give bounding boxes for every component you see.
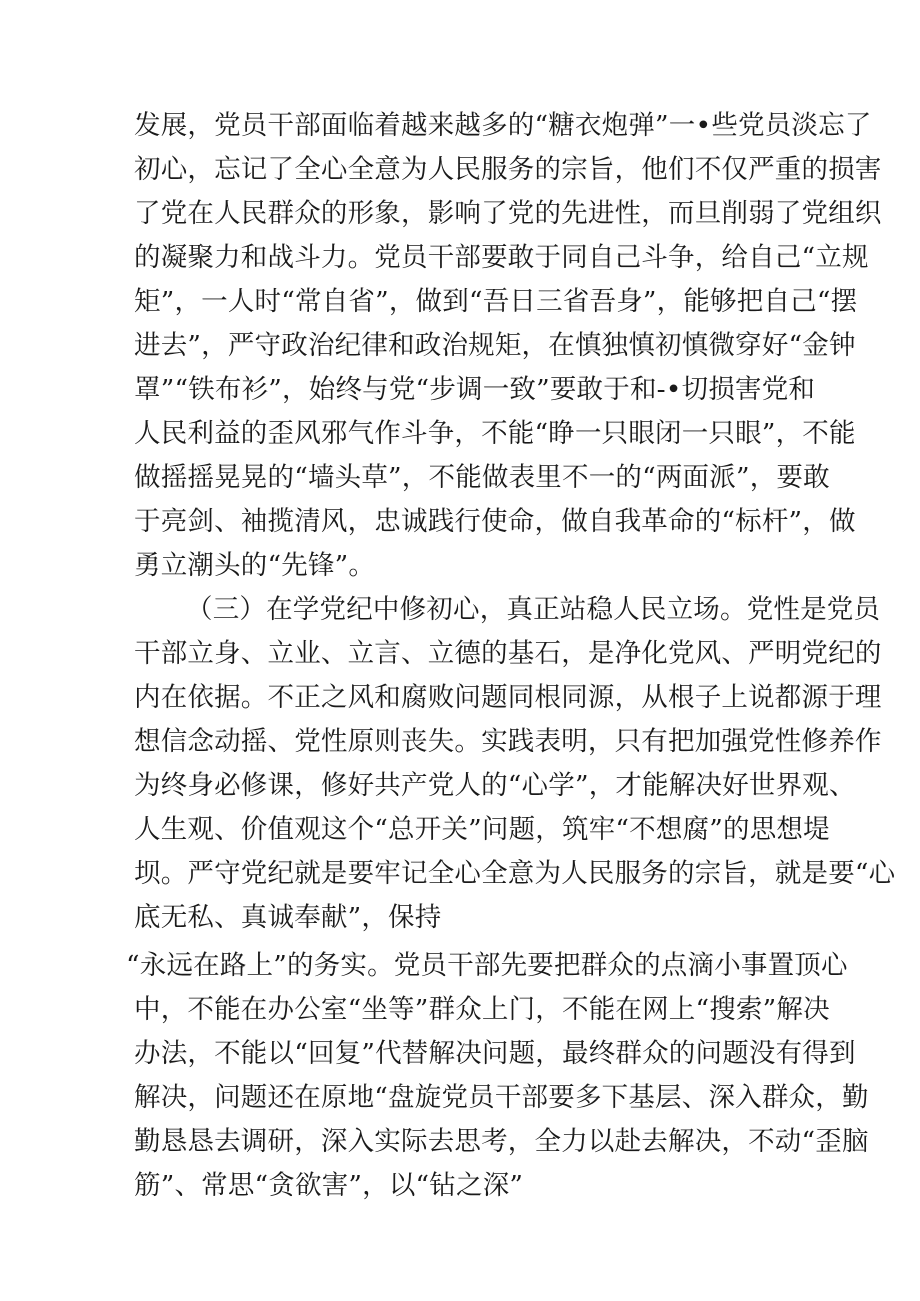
text-line: “永远在路上”的务实。党员干部先要把群众的点滴小事置顶心 [126, 950, 848, 981]
text-line: 发展，党员干部面临着越来越多的“糖衣炮弹”一•些党员淡忘了 [134, 110, 872, 141]
text-line: 中，不能在办公室“坐等”群众上门，不能在网上“搜索”解决 [134, 994, 830, 1025]
text-line: 的凝聚力和战斗力。党员干部要敢于同自己斗争，给自己“立规 [134, 242, 869, 273]
text-line: 解决，问题还在原地“盘旋党员干部要多下基层、深入群众，勤 [134, 1082, 869, 1113]
text-line: 进去”，严守政治纪律和政治规矩，在慎独慎初慎微穿好“金钟 [134, 330, 856, 361]
text-line: 做摇摇晃晃的“墙头草”，不能做表里不一的“两面派”，要敢 [134, 462, 830, 493]
text-line: 勤恳恳去调研，深入实际去思考，全力以赴去解决，不动“歪脑 [134, 1126, 869, 1157]
text-line: 干部立身、立业、立言、立德的基石，是净化党风、严明党纪的 [134, 638, 882, 669]
text-line: 坝。严守党纪就是要牢记全心全意为人民服务的宗旨，就是要“心 [134, 858, 896, 889]
text-line: 人民利益的歪风邪气作斗争，不能“睁一只眼闭一只眼”，不能 [134, 418, 856, 449]
text-line: 矩”，一人时“常自省”，做到“吾日三省吾身”，能够把自己“摆 [134, 286, 858, 317]
text-line: 勇立潮头的“先锋”。 [134, 550, 376, 581]
text-line: 了党在人民群众的形象，影响了党的先进性，而旦削弱了党组织 [134, 198, 882, 229]
text-line: 内在依据。不正之风和腐败问题同根同源，从根子上说都源于理 [134, 682, 882, 713]
text-line: 初心，忘记了全心全意为人民服务的宗旨，他们不仅严重的损害 [134, 154, 882, 185]
text-line: 罩”“铁布衫”，始终与党“步调一致”要敢于和-•切损害党和 [134, 374, 816, 405]
text-line: 筋”、常思“贪欲害”，以“钻之深” [134, 1170, 524, 1201]
text-line: 为终身必修课，修好共产党人的“心学”，才能解决好世界观、 [134, 770, 856, 801]
text-line: 于亮剑、袖揽清风，忠诚践行使命，做自我革命的“标杆”，做 [134, 506, 856, 537]
text-line: 办法，不能以“回复”代替解决问题，最终群众的问题没有得到 [134, 1038, 856, 1069]
section-heading-line: （三）在学党纪中修初心，真正站稳人民立场。党性是党员 [186, 594, 881, 625]
text-line: 想信念动摇、党性原则丧失。实践表明，只有把加强党性修养作 [134, 726, 882, 757]
text-line: 人生观、价值观这个“总开关”问题，筑牢“不想腐”的思想堤 [134, 814, 830, 845]
text-line: 底无私、真诚奉献”，保持 [134, 902, 442, 933]
